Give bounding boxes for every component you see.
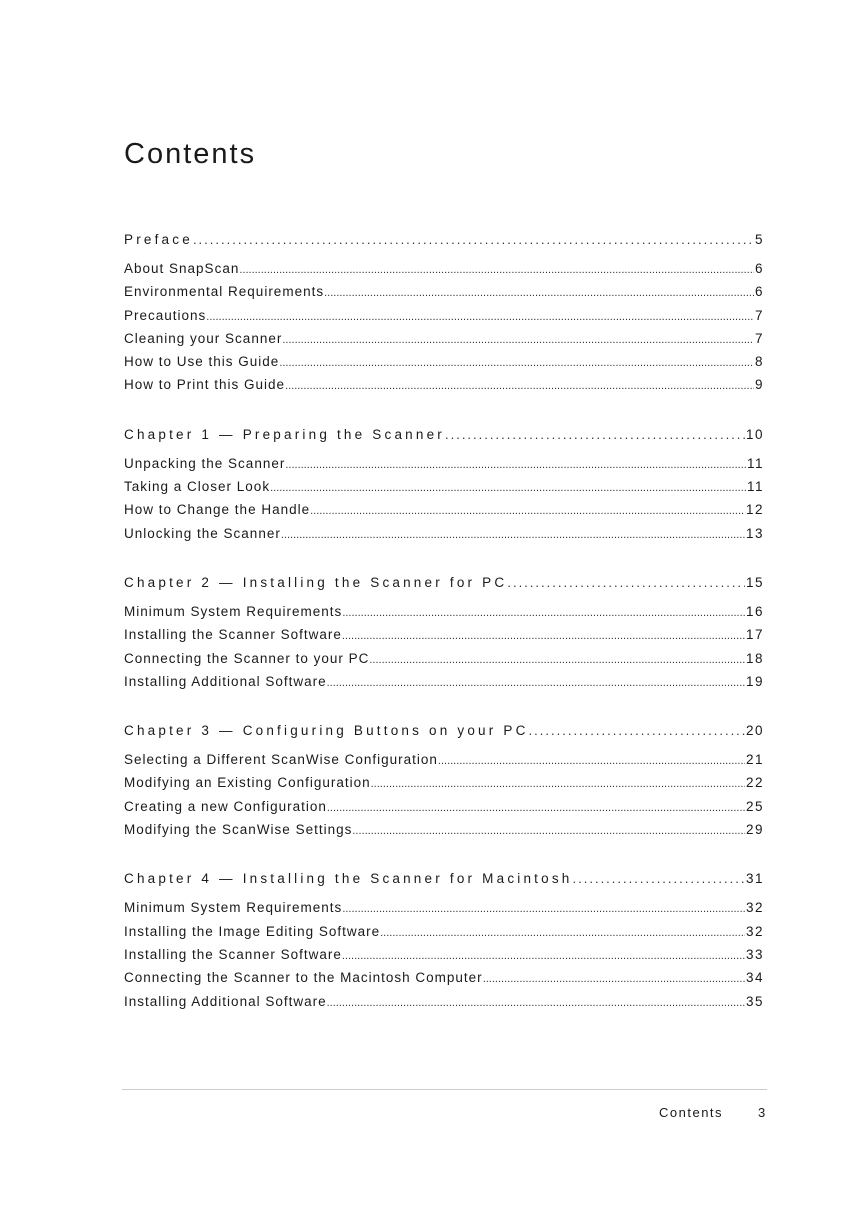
toc-entry[interactable] [124,327,764,350]
dot-leader [324,282,754,305]
toc-entry-label: Modifying an Existing Configuration [124,775,371,791]
dot-leader [438,750,745,773]
toc-section [124,869,764,1012]
toc-chapter-entry[interactable] [124,869,764,889]
toc-page-number: 10 [745,426,764,442]
toc-entry[interactable] [124,647,764,670]
dot-leader [285,375,754,398]
toc-entry-label: How to Change the Handle [124,502,311,518]
toc-entry-label: Unpacking the Scanner [124,455,286,471]
toc-entry-label: Minimum System Requirements [124,900,343,916]
dot-leader [270,477,746,500]
toc-entry-label: How to Use this Guide [124,354,280,370]
toc-page-number: 33 [745,946,764,962]
toc-section [124,573,764,693]
toc-page-number: 9 [754,377,764,393]
toc-page-number: 7 [754,330,764,346]
toc-page-number: 20 [745,723,764,739]
toc-chapter-entry[interactable] [124,230,764,250]
dot-leader [369,649,745,672]
toc-section [124,425,764,545]
toc-page-number: 11 [746,455,764,471]
toc-page-number: 8 [754,354,764,370]
toc-entry[interactable] [124,818,764,841]
toc-entry[interactable] [124,795,764,818]
dot-leader [573,869,745,889]
toc-entry[interactable] [124,280,764,303]
dot-leader [206,306,754,329]
toc-page-number: 31 [745,871,764,887]
dot-leader [239,259,754,282]
toc-page-number: 6 [754,261,764,276]
toc-entry-label: Chapter 2 — Installing the Scanner for PC [124,574,508,590]
footer-label: Contents [659,1105,724,1120]
dot-leader [327,797,745,820]
toc-section [124,721,764,841]
toc-entry-label: Unlocking the Scanner [124,525,281,541]
toc-entry-label: Installing Additional Software [124,673,327,689]
toc-entry-label: Modifying the ScanWise Settings [124,822,353,838]
toc-page-number: 18 [745,650,764,666]
toc-chapter-entry[interactable] [124,573,764,593]
toc-entry[interactable] [124,350,764,373]
dot-leader [279,352,754,375]
dot-leader [529,721,745,741]
toc-entry[interactable] [124,943,764,966]
toc-entry[interactable] [124,304,764,327]
dot-leader [352,820,745,843]
toc-entry-label: Chapter 4 — Installing the Scanner for Macintosh [124,871,573,887]
toc-entry[interactable] [124,475,764,498]
dot-leader [327,992,745,1015]
dot-leader [371,773,745,796]
dot-leader [342,945,745,968]
dot-leader [342,898,745,921]
toc-entry[interactable] [124,990,764,1013]
dot-leader [507,573,745,593]
toc-entry-label: Precautions [124,307,207,323]
toc-entry-label: Selecting a Different ScanWise Configuration [124,752,438,768]
toc-page-number: 17 [745,627,764,643]
toc-entry[interactable] [124,670,764,693]
toc-page-number: 16 [745,603,764,619]
dot-leader [342,602,745,625]
toc-page-number: 12 [745,502,764,518]
toc-entry[interactable] [124,623,764,646]
dot-leader [310,500,745,523]
toc-page-number: 35 [745,993,764,1009]
toc-entry[interactable] [124,966,764,989]
dot-leader [483,968,745,991]
toc-entry-label: Installing the Image Editing Software [124,923,381,939]
toc-page-number: 19 [745,673,764,689]
toc-entry-label: Installing Additional Software [124,993,327,1009]
toc-entry-label: Taking a Closer Look [124,479,271,495]
toc-page-number: 21 [745,752,764,768]
toc-entry[interactable] [124,600,764,623]
dot-leader [282,329,754,352]
toc-entry-label: Chapter 1 — Preparing the Scanner [124,426,445,442]
toc-entry-label: Preface [124,232,193,247]
toc-entry-label: About SnapScan [124,261,240,276]
toc-entry[interactable] [124,748,764,771]
toc-page-number: 6 [754,284,764,300]
dot-leader [445,425,745,445]
toc-chapter-entry[interactable] [124,425,764,445]
dot-leader [281,524,745,547]
toc-page-number: 15 [745,574,764,590]
dot-leader [193,230,754,250]
toc-entry[interactable] [124,522,764,545]
toc-page-number: 7 [754,307,764,323]
toc-entry-label: Creating a new Configuration [124,798,327,814]
page-title: Contents [124,138,257,170]
footer-divider [122,1089,767,1090]
toc-page-number: 5 [754,232,764,247]
toc-page-number: 11 [746,479,764,495]
toc-entry[interactable] [124,257,764,280]
toc-entry-label: Minimum System Requirements [124,603,343,619]
toc-entry[interactable] [124,498,764,521]
toc-entry[interactable] [124,452,764,475]
toc-entry-label: How to Print this Guide [124,377,286,393]
toc-page-number: 22 [745,775,764,791]
toc-entry-label: Installing the Scanner Software [124,627,342,643]
footer-page-number: 3 [758,1105,766,1120]
table-of-contents [124,230,764,1013]
toc-entry-label: Chapter 3 — Configuring Buttons on your PC [124,723,529,739]
toc-page-number: 13 [745,525,764,541]
toc-entry[interactable] [124,373,764,396]
dot-leader [342,625,745,648]
toc-page-number: 34 [745,970,764,986]
toc-entry[interactable] [124,896,764,919]
toc-page-number: 32 [745,923,764,939]
toc-chapter-entry[interactable] [124,721,764,741]
toc-page-number: 29 [745,822,764,838]
toc-page-number: 32 [745,900,764,916]
toc-entry[interactable] [124,920,764,943]
toc-entry-label: Environmental Requirements [124,284,325,300]
toc-entry-label: Installing the Scanner Software [124,946,342,962]
toc-entry-label: Cleaning your Scanner [124,330,283,346]
toc-entry-label: Connecting the Scanner to the Macintosh Computer [124,970,483,986]
toc-page-number: 25 [745,798,764,814]
toc-entry-label: Connecting the Scanner to your PC [124,650,370,666]
dot-leader [327,672,745,695]
toc-entry[interactable] [124,771,764,794]
toc-section [124,230,764,397]
dot-leader [285,454,746,477]
dot-leader [380,922,745,945]
